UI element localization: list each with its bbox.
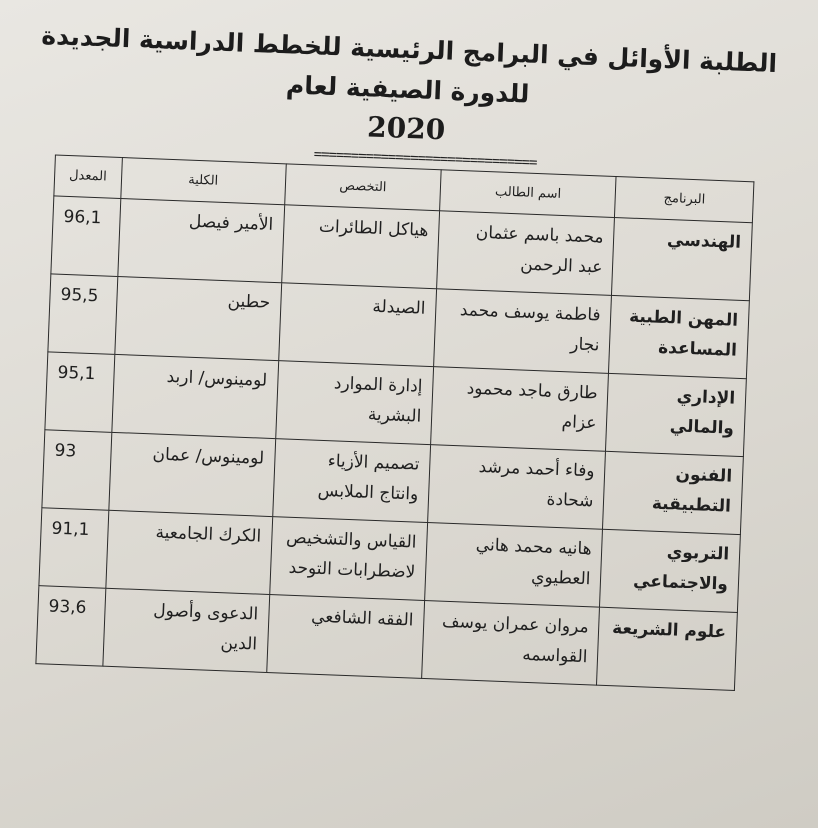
cell-major: الصيدلة (278, 283, 436, 367)
cell-student: طارق ماجد محمود عزام (431, 367, 609, 452)
cell-major: الفقه الشافعي (266, 595, 424, 679)
cell-college: الكرك الجامعية (105, 510, 272, 594)
cell-gpa: 95,5 (48, 274, 117, 354)
cell-gpa: 91,1 (39, 508, 108, 588)
cell-gpa: 93,6 (36, 586, 105, 666)
document-sheet (0, 15, 789, 824)
top-students-table (35, 154, 754, 690)
cell-program: التربوي والاجتماعي (600, 529, 740, 612)
cell-college: الدعوى وأصول الدين (102, 588, 269, 672)
cell-program: الهندسي (612, 218, 752, 301)
cell-gpa: 95,1 (45, 352, 114, 432)
header-program: البرنامج (615, 177, 754, 223)
cell-program: المهن الطبية المساعدة (609, 295, 749, 378)
cell-program: الفنون التطبيقية (603, 451, 743, 534)
cell-college: حطين (114, 276, 281, 360)
cell-major: القياس والتشخيص لاضطرابات التوحد (269, 517, 427, 601)
cell-student: محمد باسم عثمان عبد الرحمن (437, 211, 615, 296)
cell-student: هانيه محمد هاني العطيوي (425, 523, 603, 608)
header-college: الكلية (120, 158, 286, 205)
cell-college: الأمير فيصل (117, 199, 284, 283)
cell-gpa: 93 (42, 430, 111, 510)
cell-major: تصميم الأزياء وانتاج الملابس (272, 439, 430, 523)
cell-student: مروان عمران يوسف القواسمه (422, 600, 600, 685)
header-student: اسم الطالب (440, 170, 617, 218)
cell-college: لومينوس/ اربد (111, 354, 278, 438)
title-divider: ============================== (313, 146, 537, 171)
document-year: 2020 (366, 110, 446, 147)
cell-major: هياكل الطائرات (281, 205, 439, 289)
header-major: التخصص (284, 164, 441, 211)
document-title: الطلبة الأوائل في البرامج الرئيسية للخطط الدراسية الجديدة للدورة الصيفية لعام (40, 20, 778, 109)
cell-student: وفاء أحمد مرشد شحادة (428, 445, 606, 530)
cell-program: علوم الشريعة (597, 607, 737, 690)
cell-major: إدارة الموارد البشرية (275, 361, 433, 445)
cell-gpa: 96,1 (51, 196, 120, 276)
cell-student: فاطمة يوسف محمد نجار (434, 289, 612, 374)
cell-college: لومينوس/ عمان (108, 432, 275, 516)
header-gpa: المعدل (54, 155, 122, 199)
cell-program: الإداري والمالي (606, 373, 746, 456)
